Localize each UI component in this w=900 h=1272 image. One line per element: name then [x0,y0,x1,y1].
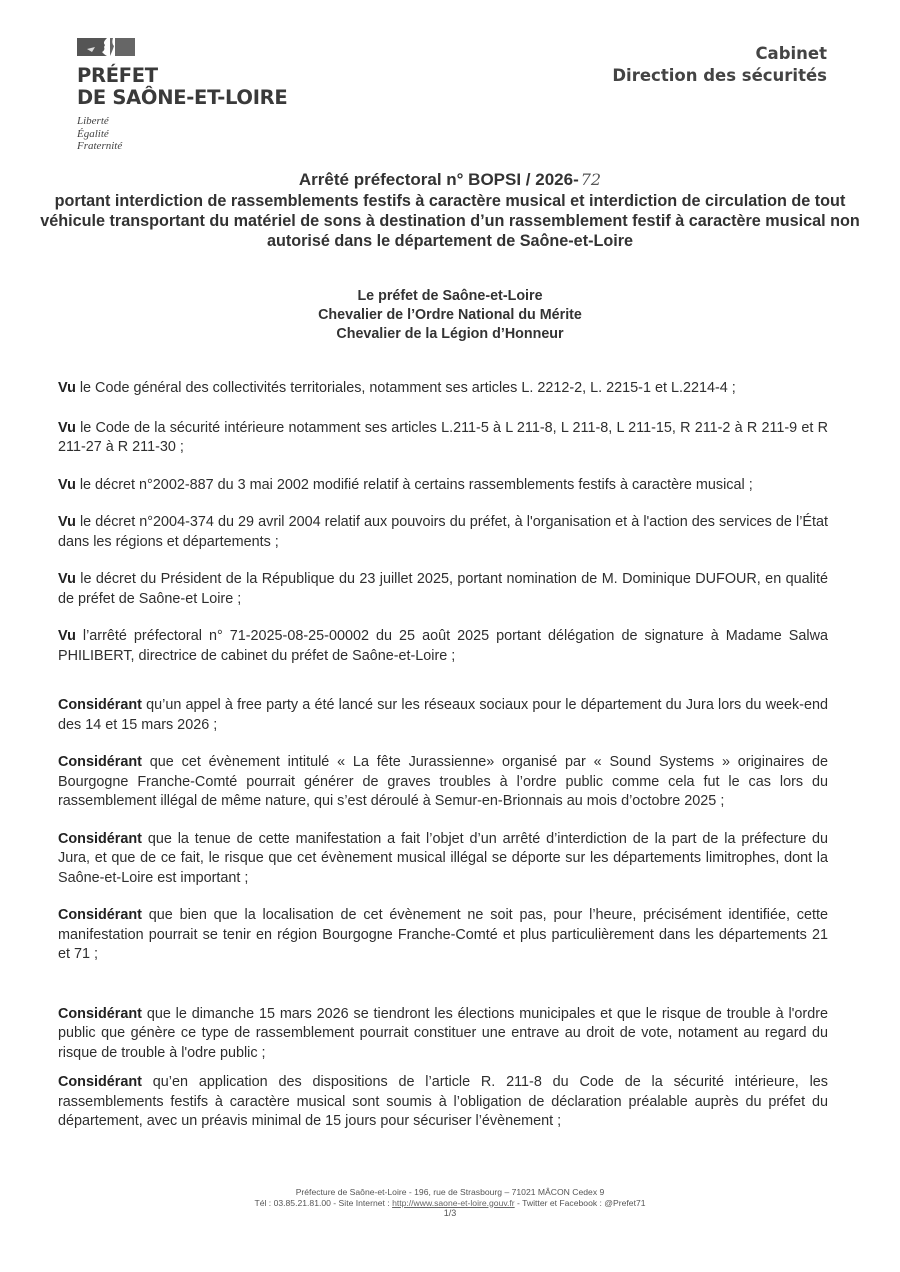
paragraph-lead: Considérant [58,1074,142,1090]
paragraph-text: qu’en application des dispositions de l’article R. 211-8 du Code de la sécurité intérieure, les rassemblements festifs à caractère musical sont soumis à l’obligation de déclaration préalable auprès du préfet du département, avec un préavis minimal de 15 jours pour sécuriser l’évènement ; [58,1074,828,1129]
document-body [58,379,828,1132]
visa-paragraph [58,476,828,496]
considerant-paragraph [58,696,828,735]
paragraph-lead: Considérant [58,830,142,847]
page-footer [150,1187,750,1219]
paragraph-lead: Considérant [58,754,142,770]
paragraph-lead: Vu [58,380,76,396]
considerant-paragraph [58,830,828,889]
paragraph-lead: Vu [58,628,76,644]
service-cabinet: Cabinet [755,44,827,63]
marianne-logo-icon [77,37,135,57]
visa-paragraph [58,570,828,609]
service-direction: Direction des sécurités [612,66,827,85]
paragraph-text: que bien que la localisation de cet évènement ne soit pas, pour l’heure, précisément identifiée, cette manifestation pourrait se tenir en région Bourgogne Franche-Comté et plus particulièrement dans les départements 21 et 71 ; [58,907,828,962]
prefect-name: Le préfet de Saône-et-Loire [357,288,543,304]
prefecture-name [77,65,287,109]
paragraph-text: que la tenue de cette manifestation a fait l’objet d’un arrêté d’interdiction de la part de la préfecture du Jura, et que de ce fait, le risque que cet évènement musical illégal se déporte sur les départements limitrophes, dont la Saône-et-Loire est important ; [58,830,828,886]
paragraph-lead: Vu [58,571,76,587]
footer-website-link[interactable]: http://www.saone-et-loire.gouv.fr [392,1197,515,1208]
considerant-paragraph [58,1073,828,1132]
paragraph-text: l’arrêté préfectoral n° 71-2025-08-25-00002 du 25 août 2025 portant délégation de signature à Madame Salwa PHILIBERT, directrice de cabinet du préfet de Saône-et-Loire ; [58,628,828,664]
paragraph-lead: Considérant [58,1005,142,1022]
arrete-title [40,170,860,190]
paragraph-text: que le dimanche 15 mars 2026 se tiendront les élections municipales et que le risque de trouble à l'ordre public que génère ce type de rassemblement pourrait constituer une entrave au droit de vote, notament au regard du risque de trouble à l'odre public ; [58,1005,828,1061]
republic-motto [77,115,287,153]
prefect-titles [150,287,750,344]
prefecture-name-line1: PRÉFET [77,64,158,87]
paragraph-text: le Code général des collectivités territoriales, notamment ses articles L. 2212-2, L. 2215-1 et L.2214-4 ; [75,380,736,396]
paragraph-text: le décret n°2004-374 du 29 avril 2004 relatif aux pouvoirs du préfet, à l'organisation et à l'action des services de l’État dans les régions et départements ; [58,514,828,550]
visa-paragraph [58,513,828,552]
paragraph-lead: Vu [58,419,76,436]
motto-liberte: Liberté [77,115,109,127]
prefecture-name-line2: DE SAÔNE-ET-LOIRE [77,86,288,109]
arrete-number-handwritten: 72 [580,170,602,189]
paragraph-text: le décret n°2002-887 du 3 mai 2002 modifié relatif à certains rassemblements festifs à caractère musical ; [75,476,753,493]
page-number: 1/3 [443,1208,457,1218]
visa-paragraph [58,379,828,399]
visa-paragraph [58,419,828,458]
paragraph-text: que cet évènement intitulé « La fête Jurassienne» organisé par « Sound Systems » originaires de Bourgogne Franche-Comté pourrait générer de graves troubles à l’ordre public comme cela fut le cas lors du rassemblement illégal de même nature, qui s’est déroulé à Semur-en-Brionnais au mois d’octobre 2025 ; [58,754,828,809]
footer-address: Préfecture de Saône-et-Loire - 196, rue de Strasbourg – 71021 MÂCON Cedex 9 [295,1187,605,1197]
prefect-title-legion: Chevalier de la Légion d’Honneur [336,326,564,342]
prefect-title-merite: Chevalier de l’Ordre National du Mérite [318,307,582,323]
considerant-paragraph [58,1005,828,1064]
footer-contact [150,1198,750,1209]
arrete-title-block [40,170,860,251]
paragraph-text: le décret du Président de la République du 23 juillet 2025, portant nomination de M. Dominique DUFOUR, en qualité de préfet de Saône-et Loire ; [58,571,828,607]
paragraph-lead: Vu [58,514,76,530]
paragraph-lead: Considérant [58,697,142,713]
service-header [612,43,827,87]
prefecture-logo-block [77,37,287,153]
considerant-paragraph [58,906,828,965]
considerant-paragraph [58,753,828,812]
paragraph-lead: Considérant [58,907,142,923]
paragraph-lead: Vu [58,476,76,493]
paragraph-text: le Code de la sécurité intérieure notamment ses articles L.211-5 à L 211-8, L 211-8, L 211-15, R 211-2 à R 211-9 et R 211-27 à R 211-30 ; [58,419,828,455]
motto-fraternite: Fraternité [77,140,123,152]
arrete-subtitle: portant interdiction de rassemblements festifs à caractère musical et interdiction de circulation de tout véhicule transportant du matériel de sons à destination d’un rassemblement festif à caractère musical non autorisé dans le département de Saône-et-Loire [40,192,860,250]
paragraph-text: qu’un appel à free party a été lancé sur les réseaux sociaux pour le département du Jura lors du week-end des 14 et 15 mars 2026 ; [58,697,828,733]
motto-egalite: Égalité [77,127,109,140]
footer-social: - Twitter et Facebook : @Prefet71 [514,1197,646,1208]
arrete-number-prefix: Arrêté préfectoral n° BOPSI / 2026- [298,170,579,189]
footer-phone: Tél : 03.85.21.81.00 - Site Internet : [254,1197,393,1208]
visa-paragraph [58,627,828,666]
